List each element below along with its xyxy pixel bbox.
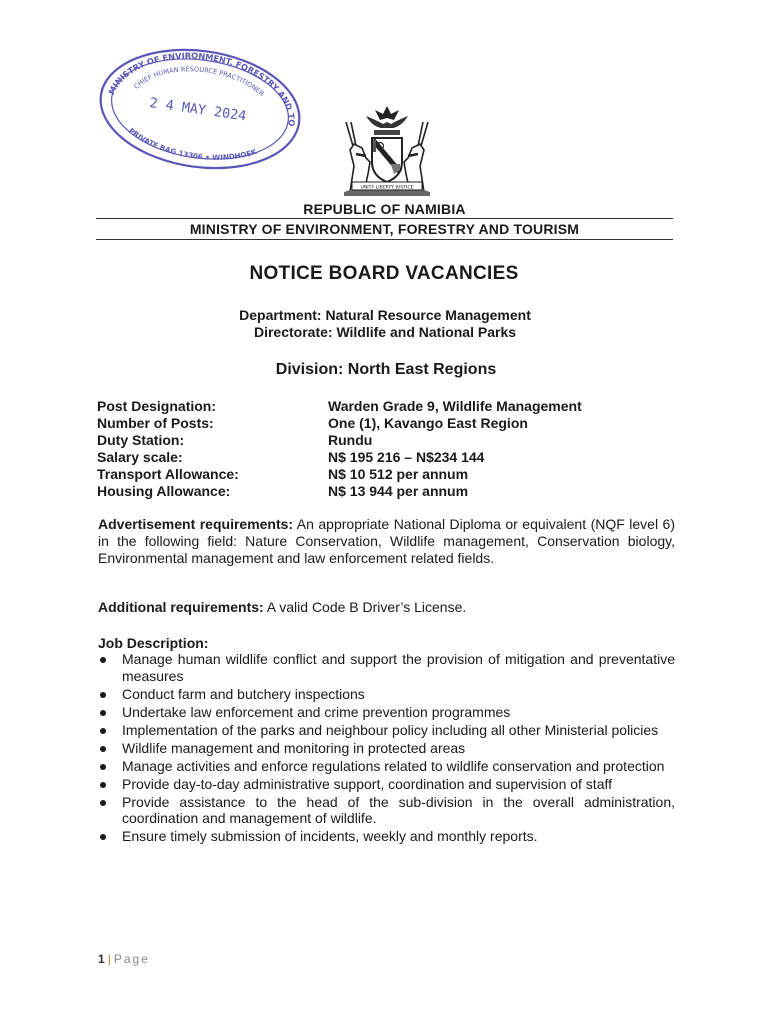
list-item-text: Implementation of the parks and neighbour policy including all other Ministerial policies xyxy=(122,721,659,738)
republic-heading: REPUBLIC OF NAMIBIA xyxy=(96,201,673,219)
stamp-bottom-text: PRIVATE BAG 13306 • WINDHOEK xyxy=(127,125,258,162)
additional-label: Additional requirements: xyxy=(98,599,264,615)
coat-of-arms-emblem xyxy=(336,100,438,200)
detail-row xyxy=(97,466,677,483)
list-item xyxy=(98,651,675,684)
list-item xyxy=(98,740,675,757)
list-item xyxy=(98,758,675,775)
detail-row xyxy=(97,398,677,415)
detail-value: One (1), Kavango East Region xyxy=(328,415,528,431)
additional-requirements xyxy=(98,599,675,616)
page-number: 1 xyxy=(98,952,105,966)
list-item-text: Manage human wildlife conflict and support the provision of mitigation and preventative measures xyxy=(122,651,675,684)
document-title: NOTICE BOARD VACANCIES xyxy=(249,263,519,284)
bullet-icon xyxy=(100,692,106,698)
list-item-text: Provide assistance to the head of the sub-division in the overall administration, coordination and management of wildlife. xyxy=(122,793,675,826)
advertisement-label: Advertisement requirements: xyxy=(98,516,294,532)
detail-row xyxy=(97,483,677,500)
bullet-icon xyxy=(100,800,106,806)
ministry-heading: MINISTRY OF ENVIRONMENT, FORESTRY AND TOURISM xyxy=(96,221,673,240)
page-label: Page xyxy=(113,952,150,966)
detail-label: Duty Station: xyxy=(97,432,185,448)
list-item-text: Undertake law enforcement and crime prevention programmes xyxy=(122,703,511,720)
post-details-table xyxy=(97,398,677,500)
bullet-icon xyxy=(100,746,106,752)
list-item xyxy=(98,776,675,793)
detail-label: Housing Allowance: xyxy=(97,483,231,499)
department-line: Department: Natural Resource Management xyxy=(239,307,531,323)
detail-value: N$ 195 216 – N$234 144 xyxy=(328,449,485,465)
detail-value: N$ 10 512 per annum xyxy=(328,466,469,482)
page-footer xyxy=(98,952,150,966)
detail-value: Rundu xyxy=(328,432,373,448)
stamp-date: 2 4 MAY 2024 xyxy=(148,95,248,125)
list-item xyxy=(98,686,675,703)
detail-label: Salary scale: xyxy=(97,449,183,465)
stamp-ring-text: MINISTRY OF ENVIRONMENT, FORESTRY AND TOURISM - DAFHR xyxy=(99,23,297,127)
stamp-inner-text: CHIEF HUMAN RESOURCE PRACTITIONER xyxy=(132,65,266,98)
bullet-icon xyxy=(100,782,106,788)
detail-label: Post Designation: xyxy=(97,398,217,414)
list-item xyxy=(98,828,675,845)
division-heading: Division: North East Regions xyxy=(275,361,497,378)
detail-value: N$ 13 944 per annum xyxy=(328,483,469,499)
advertisement-requirements xyxy=(98,516,675,567)
detail-row xyxy=(97,415,677,432)
department-block xyxy=(0,307,768,341)
svg-text:PRIVATE BAG 13306 • WINDHOEK xyxy=(125,125,260,169)
job-description-list xyxy=(98,651,675,846)
detail-row xyxy=(97,449,677,466)
detail-label: Transport Allowance: xyxy=(97,466,239,482)
job-description-heading: Job Description: xyxy=(98,635,209,651)
directorate-line: Directorate: Wildlife and National Parks xyxy=(253,324,517,340)
additional-text: A valid Code B Driver’s License. xyxy=(263,599,467,615)
namibia-coat-of-arms xyxy=(336,100,438,200)
footer-separator: | xyxy=(107,952,111,966)
coat-of-arms-motto: UNITY LIBERTY JUSTICE xyxy=(360,185,414,191)
bullet-icon xyxy=(100,728,106,734)
list-item xyxy=(98,794,675,827)
list-item-text: Conduct farm and butchery inspections xyxy=(122,685,365,702)
advertisement-text: An appropriate National Diploma or equivalent (NQF level 6) in the following field: Nature Conservation, Wildlife management, Conservation biology, Environmental management and law enforcement related fields. xyxy=(98,516,675,566)
bullet-icon xyxy=(100,834,106,840)
list-item xyxy=(98,704,675,721)
list-item-text: Provide day-to-day administrative support, coordination and supervision of staff xyxy=(122,775,613,792)
detail-label: Number of Posts: xyxy=(97,415,214,431)
list-item xyxy=(98,722,675,739)
official-stamp xyxy=(94,23,306,172)
list-item-text: Wildlife management and monitoring in protected areas xyxy=(122,739,466,756)
list-item-text: Ensure timely submission of incidents, weekly and monthly reports. xyxy=(122,828,538,844)
bullet-icon xyxy=(100,764,106,770)
bullet-icon xyxy=(100,657,106,663)
stamp-graphic xyxy=(94,23,306,172)
list-item-text: Manage activities and enforce regulations related to wildlife conservation and protection xyxy=(122,757,665,774)
bullet-icon xyxy=(100,710,106,716)
detail-value: Warden Grade 9, Wildlife Management xyxy=(328,398,582,414)
detail-row xyxy=(97,432,677,449)
